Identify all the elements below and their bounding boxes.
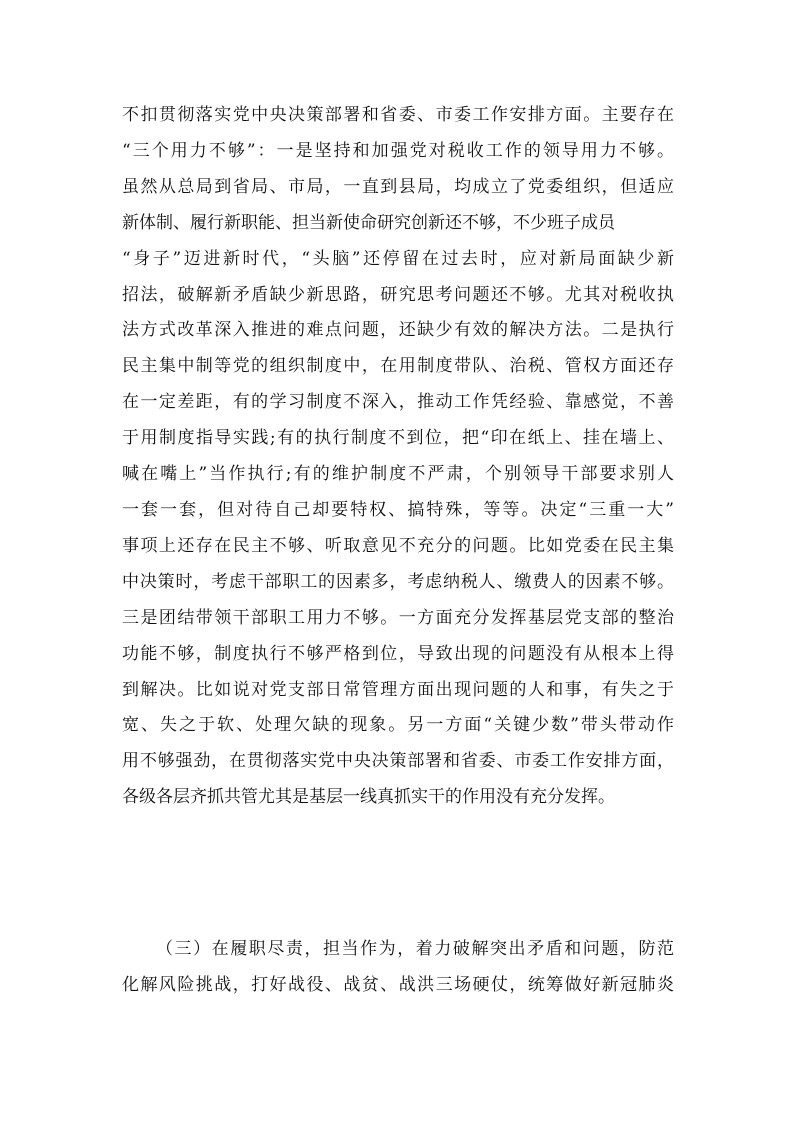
text-line: 不扣贯彻落实党中央决策部署和省委、市委工作安排方面。主要存在: [122, 105, 674, 125]
text-line: 一套一套，但对待自己却要特权、搞特殊，等等。决定“三重一大”: [122, 499, 674, 520]
text-line: 各级各层齐抓共管尤其是基层一线真抓实干的作用没有充分发挥。: [122, 787, 615, 808]
text-line: “身子”迈进新时代，“头脑”还停留在过去时，应对新局面缺少新: [122, 248, 674, 269]
text-line: 功能不够，制度执行不够严格到位，导致出现的问题没有从根本上得: [122, 643, 674, 664]
text-line: “三个用力不够”：一是坚持和加强党对税收工作的领导用力不够。: [122, 140, 674, 161]
text-line: 于用制度指导实践;有的执行制度不到位，把“印在纸上、挂在墙上、: [122, 428, 674, 449]
text-line: 事项上还存在民主不够、听取意见不充分的问题。比如党委在民主集: [122, 535, 674, 556]
text-line: 三是团结带领干部职工用力不够。一方面充分发挥基层党支部的整治: [122, 607, 674, 628]
text-line: 在一定差距，有的学习制度不深入，推动工作凭经验、靠感觉，不善: [122, 392, 674, 413]
text-line: 宽、失之于软、处理欠缺的现象。另一方面“关键少数”带头带动作: [122, 715, 674, 736]
text-line: 民主集中制等党的组织制度中，在用制度带队、治税、管权方面还存: [122, 356, 674, 377]
text-line: 中决策时，考虑干部职工的因素多，考虑纳税人、缴费人的因素不够。: [122, 571, 674, 592]
text-line: 新体制、履行新职能、担当新使命研究创新还不够，不少班子成员: [122, 212, 615, 233]
text-line: 法方式改革深入推进的难点问题，还缺少有效的解决方法。二是执行: [122, 320, 674, 341]
body-paragraph-1: [122, 98, 674, 816]
text-line: 化解风险挑战，打好战役、战贫、战洪三场硬仗，统筹做好新冠肺炎: [122, 974, 674, 995]
text-line: 虽然从总局到省局、市局，一直到县局，均成立了党委组织，但适应: [122, 176, 674, 197]
body-paragraph-2: [122, 932, 674, 1004]
text-line: 用不够强劲，在贯彻落实党中央决策部署和省委、市委工作安排方面，: [122, 751, 674, 772]
text-line: 喊在嘴上”当作执行;有的维护制度不严肃，个别领导干部要求别人: [122, 464, 674, 485]
text-line: （三）在履职尽责，担当作为，着力破解突出矛盾和问题，防范: [156, 939, 674, 959]
text-line: 招法，破解新矛盾缺少新思路，研究思考问题还不够。尤其对税收执: [122, 284, 674, 305]
text-line: 到解决。比如说对党支部日常管理方面出现问题的人和事，有失之于: [122, 679, 674, 700]
